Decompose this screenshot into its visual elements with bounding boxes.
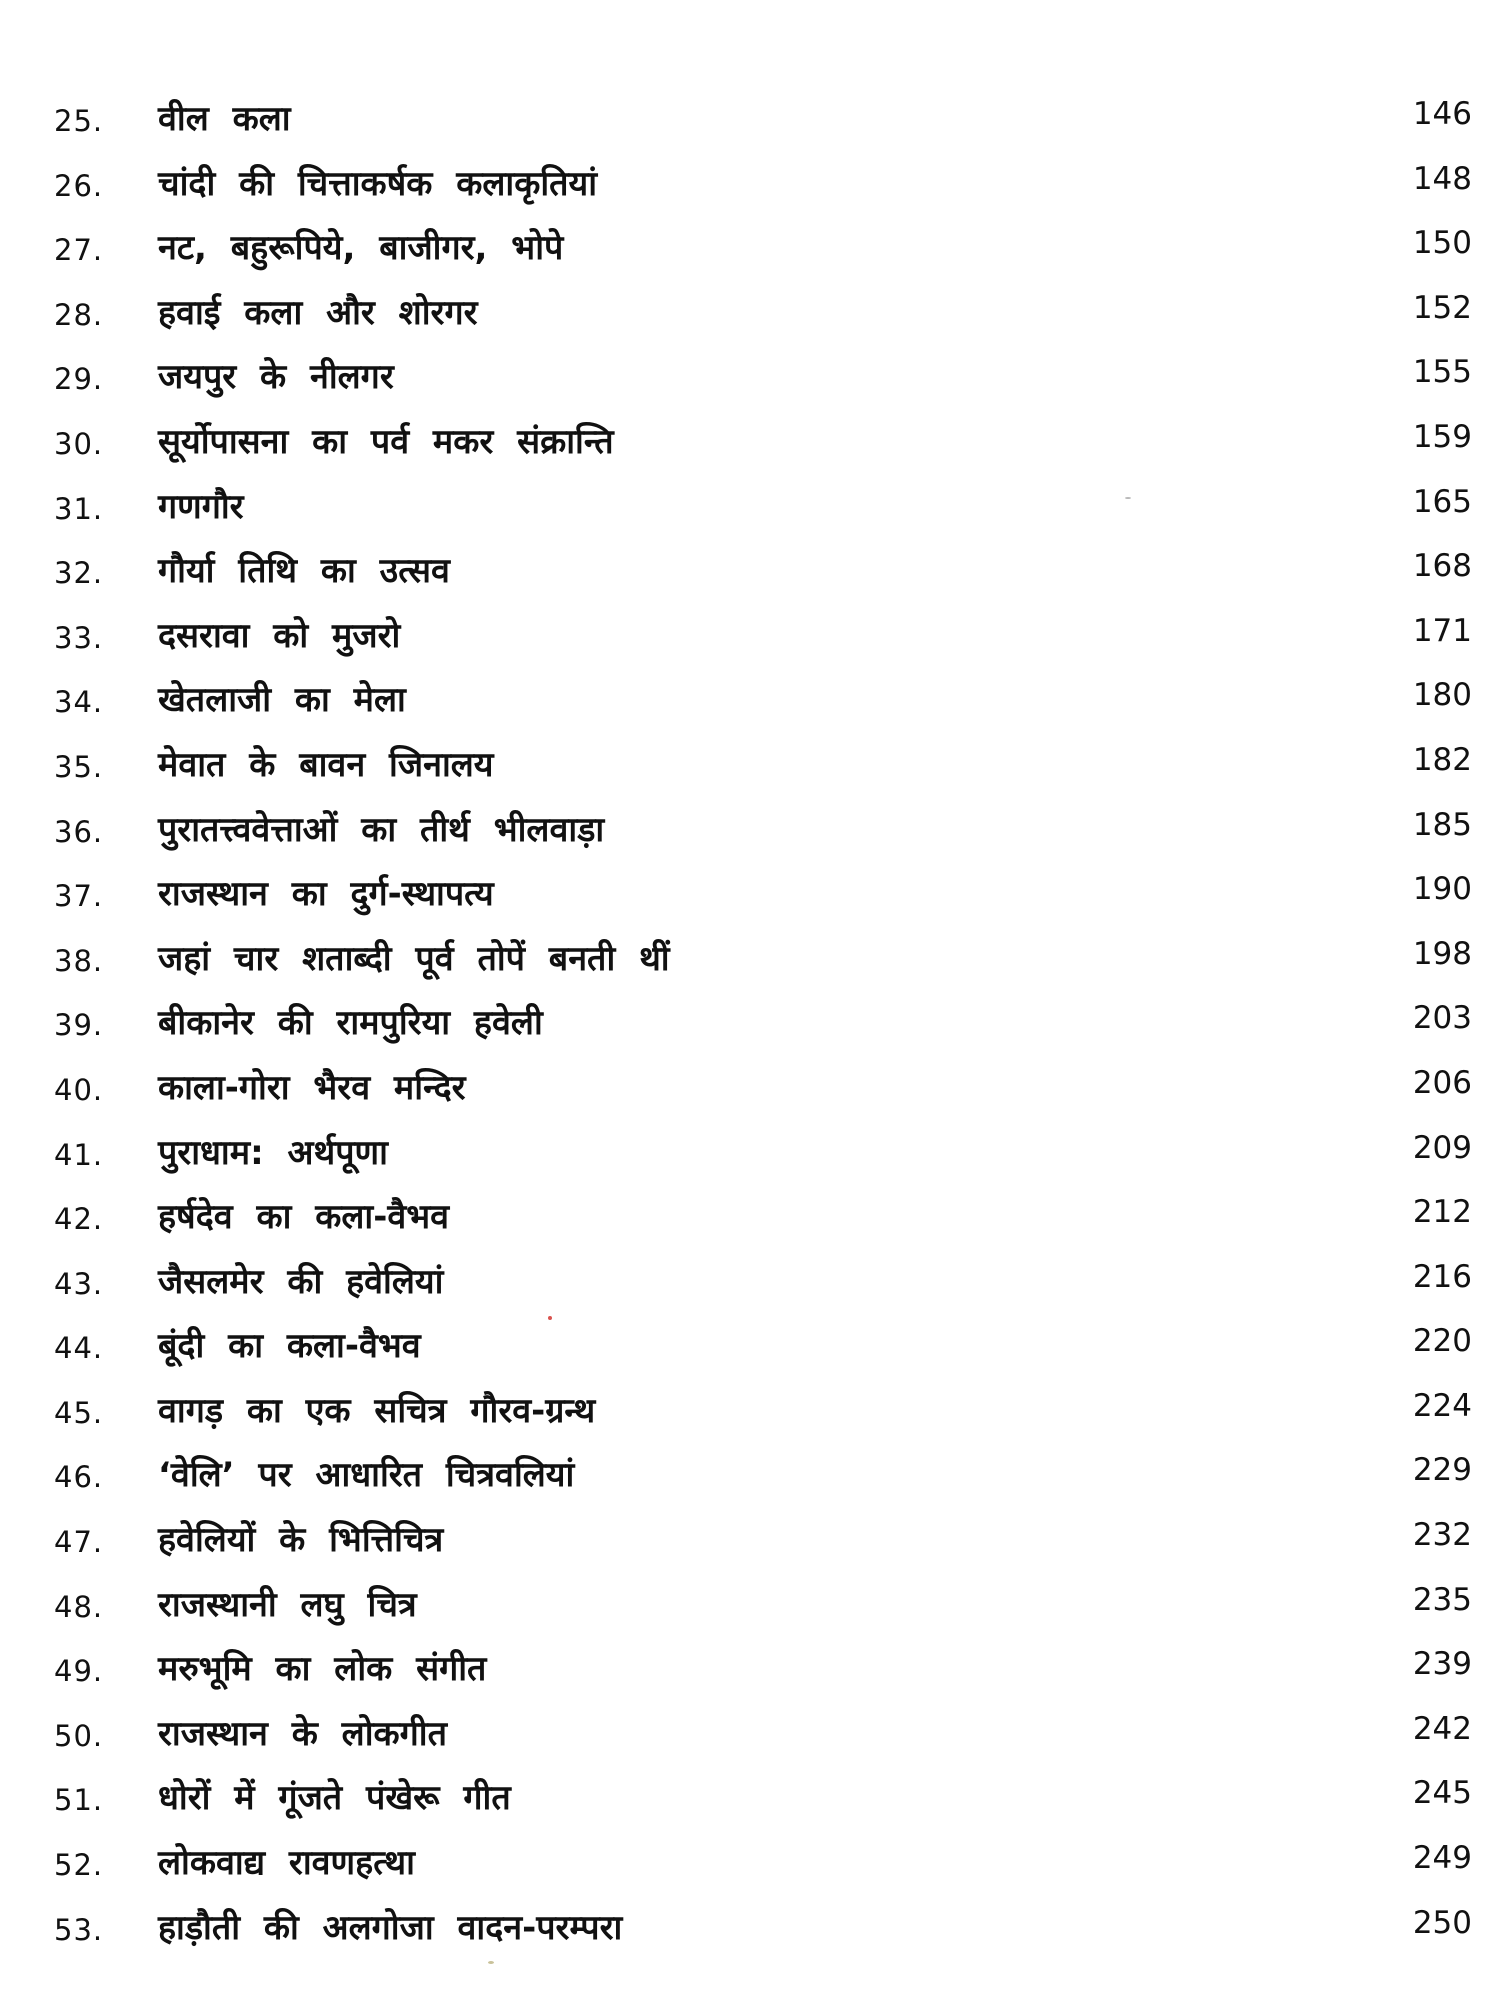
page-number: 242 (1412, 1710, 1472, 1747)
chapter-title: जैसलमेर की हवेलियां (158, 1261, 444, 1302)
table-of-contents (0, 90, 1500, 1963)
toc-entry (0, 155, 1500, 220)
chapter-title: काला-गोरा भैरव मन्दिर (158, 1067, 466, 1108)
chapter-title: हाड़ौती की अलगोजा वादन-परम्परा (158, 1907, 623, 1948)
page-number: 232 (1412, 1517, 1472, 1554)
chapter-number: 44. (54, 1331, 104, 1366)
chapter-title: हवेलियों के भित्तिचित्र (158, 1520, 444, 1561)
page-number: 203 (1412, 1000, 1472, 1037)
chapter-number: 39. (54, 1008, 104, 1043)
chapter-number: 38. (54, 943, 104, 978)
toc-entry (0, 90, 1500, 155)
chapter-title: चांदी की चित्ताकर्षक कलाकृतियां (158, 163, 598, 204)
toc-entry (0, 865, 1500, 930)
chapter-title: लोकवाद्य रावणहत्था (158, 1843, 415, 1884)
page-number: 216 (1412, 1258, 1472, 1295)
toc-entry (0, 348, 1500, 413)
page-number: 165 (1412, 483, 1472, 520)
page-number: 150 (1412, 225, 1472, 262)
chapter-title: पुराधाम: अर्थपूणा (158, 1132, 388, 1173)
toc-entry (0, 1576, 1500, 1641)
page-number: 185 (1412, 806, 1472, 843)
chapter-title: जयपुर के नीलगर (158, 357, 394, 398)
page-number: 171 (1412, 612, 1472, 649)
chapter-title: सूर्योपासना का पर्व मकर संक्रान्ति (158, 421, 614, 462)
chapter-title: खेतलाजी का मेला (158, 680, 406, 721)
toc-entry (0, 478, 1500, 543)
chapter-number: 48. (54, 1589, 104, 1624)
chapter-number: 32. (54, 556, 104, 591)
toc-entry (0, 1317, 1500, 1382)
chapter-number: 50. (54, 1718, 104, 1753)
page-number: 159 (1412, 418, 1472, 455)
toc-entry (0, 219, 1500, 284)
page-number: 146 (1412, 96, 1472, 132)
toc-entry (0, 736, 1500, 801)
page-number: 198 (1412, 935, 1472, 972)
chapter-number: 35. (54, 749, 104, 784)
page-number: 220 (1412, 1323, 1472, 1360)
chapter-number: 31. (54, 491, 104, 526)
chapter-title: जहां चार शताब्दी पूर्व तोपें बनती थीं (158, 938, 670, 979)
page-number: 148 (1412, 160, 1472, 197)
chapter-number: 53. (54, 1912, 104, 1947)
toc-entry (0, 1253, 1500, 1318)
chapter-number: 49. (54, 1654, 104, 1689)
page-number: 229 (1412, 1452, 1472, 1489)
toc-entry (0, 607, 1500, 672)
chapter-number: 27. (54, 233, 104, 268)
page-number: 190 (1412, 871, 1472, 908)
toc-entry (0, 994, 1500, 1059)
toc-entry (0, 542, 1500, 607)
chapter-title: गौर्या तिथि का उत्सव (158, 551, 450, 592)
page-number: 168 (1412, 548, 1472, 585)
page-number: 155 (1412, 354, 1472, 391)
page-number: 152 (1412, 289, 1472, 326)
chapter-title: बूंदी का कला-वैभव (158, 1326, 421, 1367)
chapter-number: 25. (54, 104, 104, 138)
toc-entry (0, 1640, 1500, 1705)
toc-entry (0, 1382, 1500, 1447)
page-number: 239 (1412, 1646, 1472, 1683)
chapter-number: 34. (54, 685, 104, 720)
chapter-title: राजस्थान का दुर्ग-स्थापत्य (158, 874, 494, 915)
toc-entry (0, 930, 1500, 995)
chapter-title: ‘वेलि’ पर आधारित चित्रवलियां (158, 1455, 575, 1496)
toc-entry (0, 1188, 1500, 1253)
chapter-number: 47. (54, 1525, 104, 1560)
page-number: 212 (1412, 1194, 1472, 1231)
toc-entry (0, 1511, 1500, 1576)
paper-speck (1125, 497, 1131, 499)
chapter-number: 46. (54, 1460, 104, 1495)
chapter-title: नट, बहुरूपिये, बाजीगर, भोपे (158, 228, 564, 269)
paper-speck (488, 1961, 494, 1964)
chapter-number: 45. (54, 1395, 104, 1430)
chapter-number: 52. (54, 1848, 104, 1883)
chapter-number: 28. (54, 297, 104, 332)
toc-entry (0, 671, 1500, 736)
toc-entry (0, 1124, 1500, 1189)
chapter-number: 30. (54, 426, 104, 461)
chapter-number: 37. (54, 879, 104, 914)
chapter-number: 29. (54, 362, 104, 397)
toc-entry (0, 1834, 1500, 1899)
page-number: 245 (1412, 1775, 1472, 1812)
chapter-title: दसरावा को मुजरो (158, 615, 401, 656)
chapter-number: 41. (54, 1137, 104, 1172)
paper-speck (548, 1316, 552, 1320)
page-number: 206 (1412, 1064, 1472, 1101)
chapter-title: बीकानेर की रामपुरिया हवेली (158, 1003, 543, 1044)
toc-entry (0, 1446, 1500, 1511)
chapter-title: पुरातत्त्ववेत्ताओं का तीर्थ भीलवाड़ा (158, 809, 605, 850)
chapter-number: 43. (54, 1266, 104, 1301)
page-number: 249 (1412, 1840, 1472, 1877)
page-number: 182 (1412, 741, 1472, 778)
toc-entry (0, 1059, 1500, 1124)
page-number: 250 (1412, 1904, 1472, 1941)
chapter-title: मेवात के बावन जिनालय (158, 744, 494, 785)
chapter-title: हर्षदेव का कला-वैभव (158, 1197, 450, 1238)
toc-entry (0, 1899, 1500, 1964)
chapter-number: 40. (54, 1072, 104, 1107)
page-number: 224 (1412, 1387, 1472, 1424)
chapter-title: मरुभूमि का लोक संगीत (158, 1649, 487, 1690)
chapter-number: 33. (54, 620, 104, 655)
page-number: 235 (1412, 1581, 1472, 1618)
toc-entry (0, 1705, 1500, 1770)
chapter-title: वागड़ का एक सचित्र गौरव-ग्रन्थ (158, 1390, 596, 1431)
chapter-title: धोरों में गूंजते पंखेरू गीत (158, 1778, 511, 1819)
page-number: 209 (1412, 1129, 1472, 1166)
toc-entry (0, 284, 1500, 349)
chapter-number: 42. (54, 1202, 104, 1237)
chapter-title: गणगौर (158, 486, 244, 527)
chapter-title: राजस्थानी लघु चित्र (158, 1584, 417, 1625)
toc-entry (0, 801, 1500, 866)
chapter-number: 26. (54, 168, 104, 203)
toc-entry (0, 1769, 1500, 1834)
page-number: 180 (1412, 677, 1472, 714)
chapter-title: हवाई कला और शोरगर (158, 292, 478, 333)
chapter-title: राजस्थान के लोकगीत (158, 1713, 447, 1754)
toc-entry (0, 413, 1500, 478)
chapter-number: 51. (54, 1783, 104, 1818)
chapter-number: 36. (54, 814, 104, 849)
chapter-title: वील कला (158, 99, 291, 139)
